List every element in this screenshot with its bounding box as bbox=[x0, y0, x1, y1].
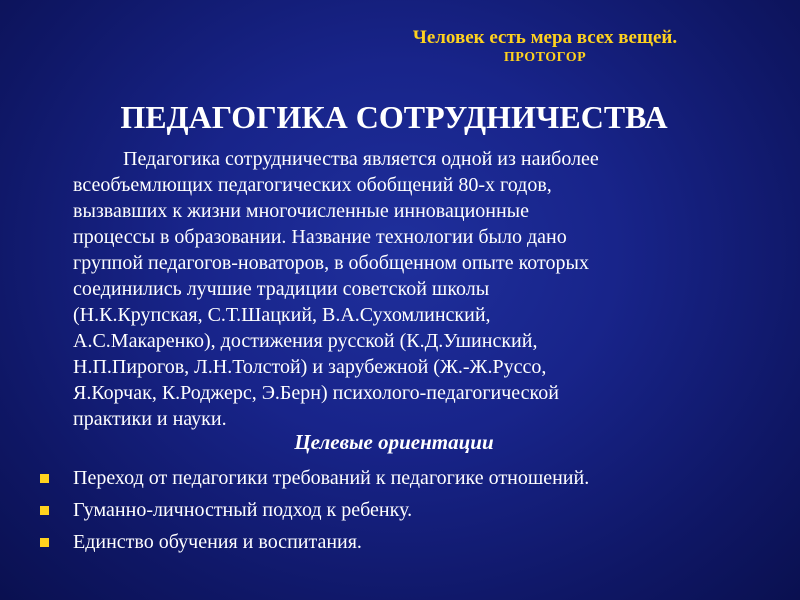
subheading: Целевые ориентации bbox=[294, 430, 494, 454]
epigraph-quote: Человек есть мера всех вещей. bbox=[412, 27, 678, 48]
square-bullet-icon bbox=[40, 474, 49, 483]
square-bullet-icon bbox=[40, 538, 49, 547]
list-item-text: Переход от педагогики требований к педагогике отношений. bbox=[73, 467, 590, 489]
list-item-text: Гуманно-личностный подход к ребенку. bbox=[73, 499, 413, 521]
epigraph-author: ПРОТОГОР bbox=[503, 50, 587, 65]
bullet-list bbox=[40, 462, 589, 558]
slide-title: ПЕДАГОГИКА СОТРУДНИЧЕСТВА bbox=[120, 99, 668, 135]
body-paragraph: Педагогика сотрудничества является одной из наиболее всеобъемлющих педагогических обобщений 80-х годов, вызвавших к жизни многочисленные инновационные процессы в образовании. Название технологии было дано группой педагогов-новаторов, в обобщенном опыте которых соединились лучшие традиции советской школы (Н.К.Крупская, С.Т.Шацкий, В.А.Сухомлинский, А.С.Макаренко), достижения русской (К.Д.Ушинский, Н.П.Пирогов, Л.Н.Толстой) и зарубежной (Ж.-Ж.Руссо, Я.Корчак, К.Роджерс, Э.Берн) психолого-педагогической практики и науки. bbox=[73, 148, 599, 430]
square-bullet-icon bbox=[40, 506, 49, 515]
epigraph bbox=[330, 27, 760, 67]
list-item bbox=[40, 462, 589, 494]
list-item bbox=[40, 526, 589, 558]
list-item-text: Единство обучения и воспитания. bbox=[73, 531, 362, 553]
list-item bbox=[40, 494, 589, 526]
